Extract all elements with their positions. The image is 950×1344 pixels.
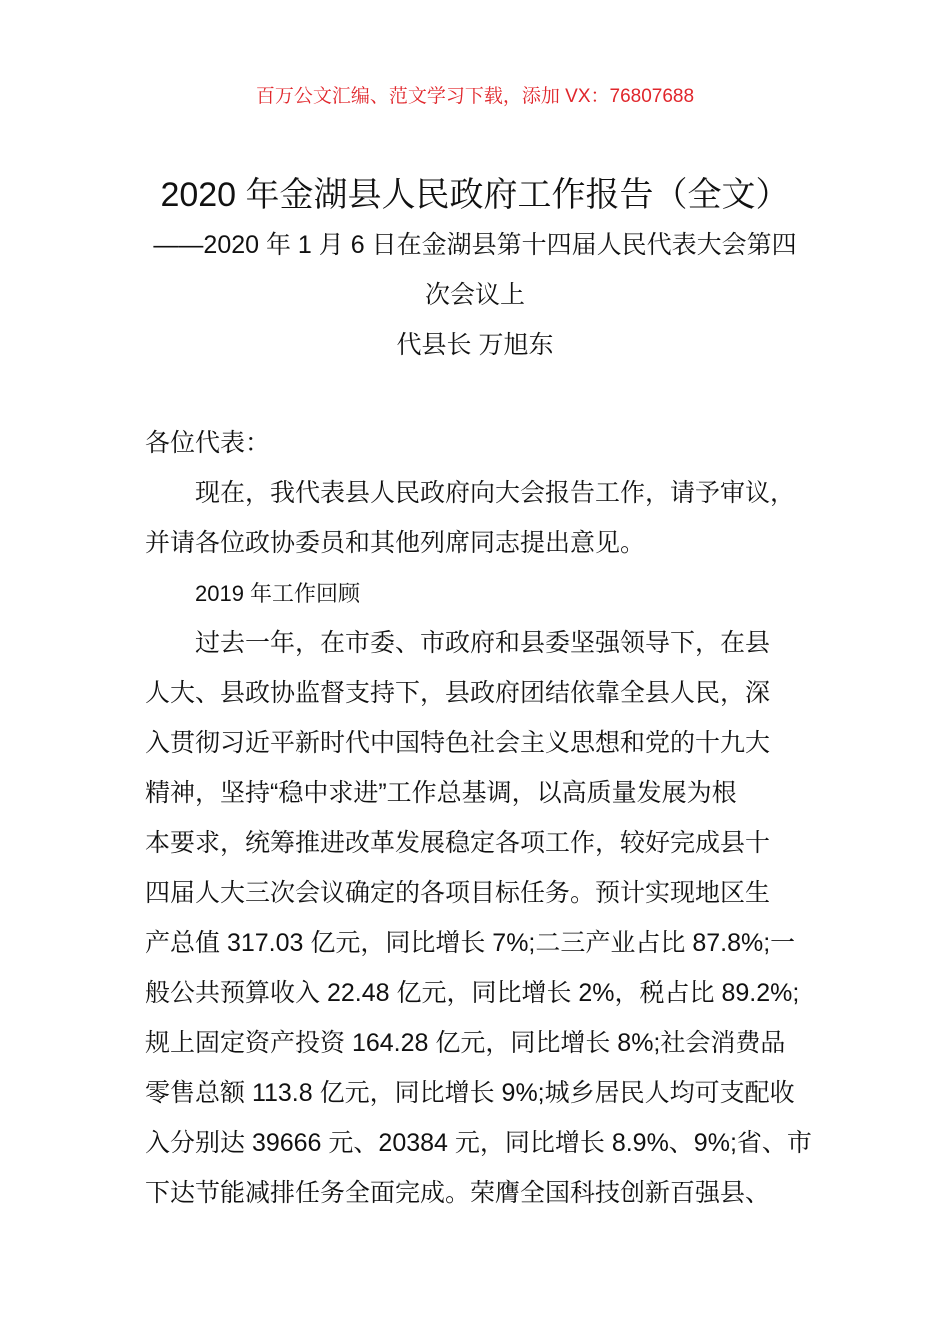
intro-line: 现在，我代表县人民政府向大会报告工作，请予审议， [195, 479, 796, 507]
paragraph-line: 般公共预算收入 22.48 亿元，同比增长 2%，税占比 89.2%; [145, 979, 800, 1007]
paragraph-line: 零售总额 113.8 亿元，同比增长 9%;城乡居民人均可支配收 [145, 1079, 795, 1107]
document-subtitle-line: 次会议上 [424, 281, 525, 309]
watermark-banner: 百万公文汇编、范文学习下载，添加 VX：76807688 [255, 86, 695, 107]
document-subtitle-line: ——2020 年 1 月 6 日在金湖县第十四届人民代表大会第四 [153, 231, 797, 259]
paragraph-line: 精神，坚持“稳中求进”工作总基调，以高质量发展为根 [145, 779, 737, 807]
paragraph-line: 产总值 317.03 亿元，同比增长 7%;二三产业占比 87.8%;一 [145, 929, 796, 957]
paragraph-line: 入贯彻习近平新时代中国特色社会主义思想和党的十九大 [145, 729, 771, 757]
section-heading: 2019 年工作回顾 [195, 581, 361, 606]
paragraph-line: 规上固定资产投资 164.28 亿元，同比增长 8%;社会消费品 [145, 1029, 786, 1057]
paragraph-line: 本要求，统筹推进改革发展稳定各项工作，较好完成县十 [145, 829, 771, 857]
paragraph-line: 过去一年，在市委、市政府和县委坚强领导下，在县 [195, 629, 771, 657]
salutation: 各位代表： [145, 429, 271, 457]
paragraph-line: 下达节能减排任务全面完成。荣膺全国科技创新百强县、 [145, 1179, 771, 1207]
paragraph-line: 人大、县政协监督支持下，县政府团结依靠全县人民，深 [145, 679, 771, 707]
document-title: 2020 年金湖县人民政府工作报告（全文） [160, 176, 790, 214]
paragraph-line: 四届人大三次会议确定的各项目标任务。预计实现地区生 [145, 879, 771, 907]
document-author: 代县长 万旭东 [396, 331, 554, 359]
intro-line: 并请各位政协委员和其他列席同志提出意见。 [145, 529, 646, 557]
paragraph-line: 入分别达 39666 元、20384 元，同比增长 8.9%、9%;省、市 [145, 1129, 812, 1157]
